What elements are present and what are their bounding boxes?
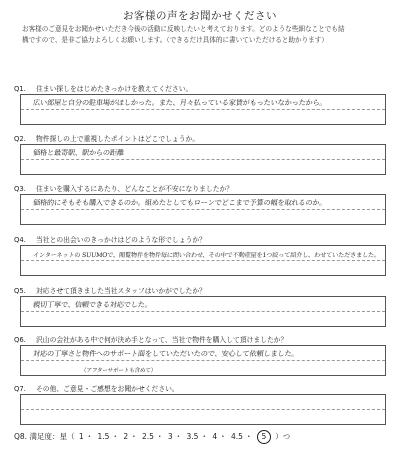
question-number: Q8. [14, 432, 28, 441]
question-6 [14, 335, 386, 376]
question-4 [14, 235, 386, 276]
question-5 [14, 286, 386, 327]
handwritten-answer: 広い部屋と自分の駐車場がほしかった。また、月々払っている家賃がもったいなかったから。 [32, 98, 328, 107]
question-number: Q4. [14, 236, 26, 244]
handwritten-answer: 親切丁寧で、信頼できる対応でした。 [32, 300, 153, 309]
handwritten-answer: 価格と最寄駅、駅からの距離 [32, 148, 125, 157]
question-7 [14, 384, 386, 425]
handwritten-answer: 対応の丁寧さと物件へのサポート面をしていただいたので、安心して依頼しました。 [32, 349, 299, 358]
question-1 [14, 84, 386, 125]
rating-label: 満足度：星（ [29, 432, 75, 441]
answer-box[interactable] [20, 144, 386, 175]
question-number: Q3. [14, 185, 26, 193]
question-number: Q5. [14, 287, 26, 295]
question-text: 沢山の会社がある中で何が決め手となって、当社で物件を購入して頂けましたか？ [36, 336, 288, 344]
question-number: Q1. [14, 85, 26, 93]
page-title: お客様の声をお聞かせください [123, 10, 277, 22]
answer-box[interactable] [20, 94, 386, 125]
intro-text: お客様のご意見をお聞かせいただき今後の活動に反映したいと考えております。どのような些細なことでも結 構ですので、是非ご協力よろしくお願いします。（できるだけ具体的に書いていただけると助かります） [22, 25, 345, 44]
question-2 [14, 134, 386, 175]
rating-option[interactable]: 4.5 [231, 432, 243, 441]
handwritten-answer: インターネットの SUUMOで、閲覧物件を物件毎に問い合わせ、その中で不動産屋を1つ絞って紹介し、わせていただきました。 [32, 252, 381, 259]
rating-option[interactable]: 1 [78, 432, 84, 441]
question-number: Q6. [14, 336, 26, 344]
answer-box[interactable] [20, 394, 386, 425]
rating-option[interactable]: 3.5 [186, 432, 199, 441]
question-text: 住まい探しをはじめたきっかけを教えてください。 [36, 85, 193, 93]
rating-suffix: ）つ [275, 432, 291, 441]
question-text: 物件探しの上で重視したポイントはどこでしょうか。 [36, 135, 200, 143]
question-3 [14, 184, 386, 225]
rating-option[interactable]: 2.5 [142, 432, 154, 441]
answer-box[interactable] [20, 296, 386, 327]
rating-option-selected[interactable]: 5 [257, 430, 271, 444]
satisfaction-rating: Q8. 満足度：星（ 1 ・ 1.5 ・ 2 ・ 2.5 ・ 3 ・ 3.5 ・ 4 ・ 4.5 ・ 5 ）つ [14, 430, 394, 444]
rating-option[interactable]: 4 [212, 432, 218, 441]
rating-option[interactable]: 2 [123, 432, 129, 441]
question-number: Q2. [14, 135, 26, 143]
answer-box[interactable] [20, 245, 386, 276]
rating-option[interactable]: 3 [167, 432, 173, 441]
answer-box[interactable] [20, 194, 386, 225]
rating-option[interactable]: 1.5 [97, 432, 110, 441]
question-text: 当社との出会いのきっかけはどのような形でしょうか？ [36, 236, 206, 244]
question-text: 対応させて頂きました当社スタッフはいかがでしたか？ [36, 287, 206, 295]
answer-box[interactable] [20, 345, 386, 376]
handwritten-answer-note: （アフターサポートも含めて） [80, 368, 157, 374]
question-text: 住まいを購入するにあたり、どんなことが不安になりましたか？ [36, 185, 234, 193]
question-text: その他、ご意見・ご感想をお聞かせください。 [36, 385, 179, 393]
question-number: Q7. [14, 385, 26, 393]
handwritten-answer: 価格的にそもそも購入できるのか。組めたとしてもローンでどこまで予算の幅を取れるのか。 [32, 198, 327, 207]
